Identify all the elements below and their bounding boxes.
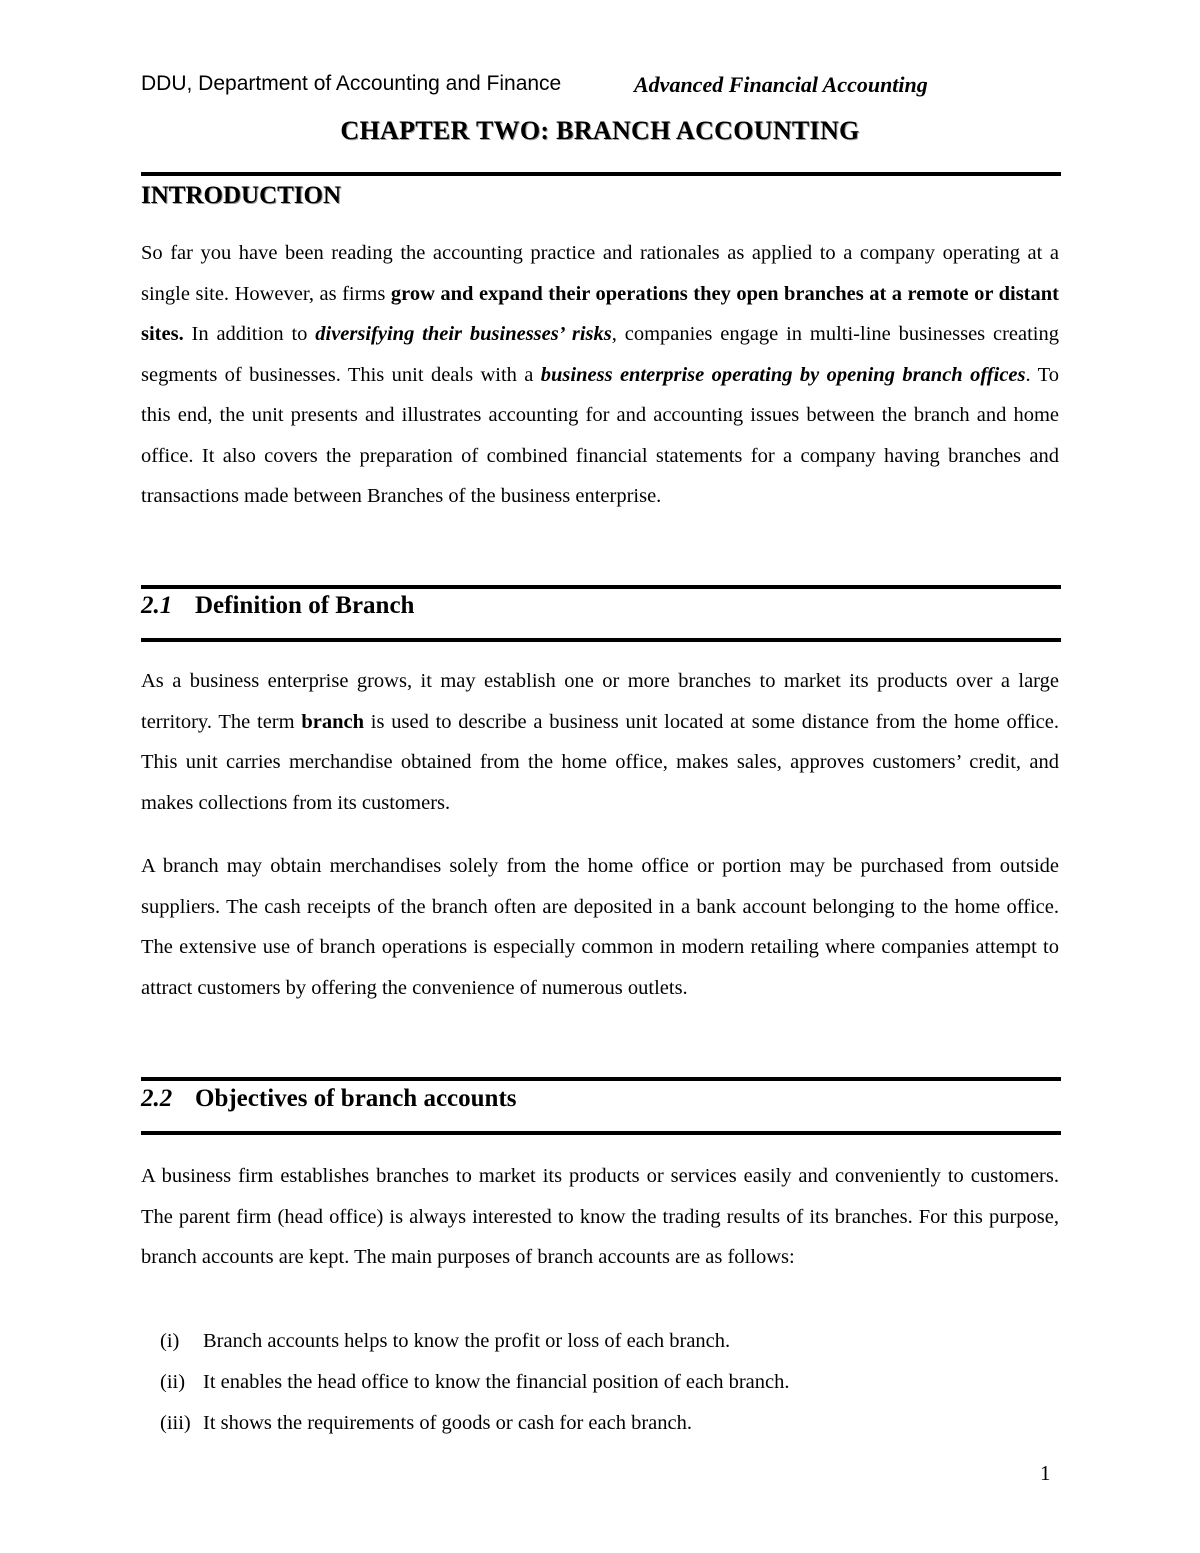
page-number: 1 [1040, 1461, 1051, 1485]
section-2-1-paragraph-2: A branch may obtain merchandises solely from the home office or portion may be purchased from outside suppliers. The cash receipts of the branch often are deposited in a bank account belonging to the home office. The extensive use of branch operations is especially common in modern retailing where companies attempt to attract customers by offering the convenience of numerous outlets. [141, 855, 1059, 999]
introduction-emphasis-risks: diversifying their businesses’ risks [315, 323, 612, 345]
section-2-1-paragraph-1 [141, 661, 1059, 823]
divider-rule [141, 1077, 1061, 1081]
list-marker: (ii) [160, 1370, 186, 1393]
list-item [160, 1403, 1060, 1444]
chapter-title: CHAPTER TWO: BRANCH ACCOUNTING [340, 116, 860, 145]
running-header-course: Advanced Financial Accounting [634, 72, 928, 97]
paragraph-text: is used to describe a business unit located at some distance from the home office. This unit carries merchandise obtained from the home office, makes sales, approves customers’ credit, and makes collections from its customers. [141, 710, 1059, 814]
section-2-2-number: 2.2 [141, 1085, 173, 1112]
list-item-text: It shows the requirements of goods or cash for each branch. [203, 1411, 692, 1434]
running-header-department: DDU, Department of Accounting and Finance [141, 72, 562, 95]
introduction-text: . To this end, the unit presents and illustrates accounting for and accounting issues between the branch and home office. It also covers the preparation of combined financial statements for a company having branches and transactions made between Branches of the business enterprise. [141, 363, 1059, 507]
term-branch: branch [301, 710, 365, 733]
list-item-text: Branch accounts helps to know the profit or loss of each branch. [203, 1330, 731, 1352]
list-item [160, 1321, 1060, 1362]
introduction-emphasis-growth: grow and expand their operations they open branches at a remote or distant sites. [141, 282, 1059, 345]
divider-rule [141, 638, 1061, 642]
list-marker: (iii) [160, 1411, 191, 1434]
divider-rule [141, 1131, 1061, 1135]
section-2-2-paragraph-1: A business firm establishes branches to market its products or services easily and conveniently to customers. The parent firm (head office) is always interested to know the trading results of its branches. For this purpose, branch accounts are kept. The main purposes of branch accounts are as follows: [141, 1165, 1059, 1268]
section-2-1-heading [141, 592, 414, 620]
introduction-emphasis-branch-offices: business enterprise operating by opening branch offices [540, 363, 1026, 386]
section-2-1-title: Definition of Branch [195, 592, 415, 619]
introduction-paragraph [141, 233, 1059, 517]
introduction-text: , companies engage in multi-line businesses creating segments of businesses. This unit deals with a [141, 323, 1059, 386]
divider-rule [141, 172, 1061, 176]
paragraph-text: As a business enterprise grows, it may establish one or more branches to market its products over a large territory. The term [141, 670, 1059, 733]
section-2-2-heading [141, 1085, 517, 1113]
introduction-text: In addition to [183, 323, 316, 345]
section-2-2-title: Objectives of branch accounts [195, 1085, 517, 1112]
introduction-heading: INTRODUCTION [141, 182, 342, 209]
divider-rule [141, 585, 1061, 589]
section-2-1-number: 2.1 [141, 592, 173, 619]
objectives-list [160, 1321, 1060, 1443]
introduction-text: So far you have been reading the accounting practice and rationales as applied to a company operating at a single site. However, as firms [141, 242, 1059, 305]
list-item-text: It enables the head office to know the financial position of each branch. [203, 1370, 790, 1393]
list-item [160, 1362, 1060, 1403]
list-marker: (i) [160, 1330, 180, 1352]
